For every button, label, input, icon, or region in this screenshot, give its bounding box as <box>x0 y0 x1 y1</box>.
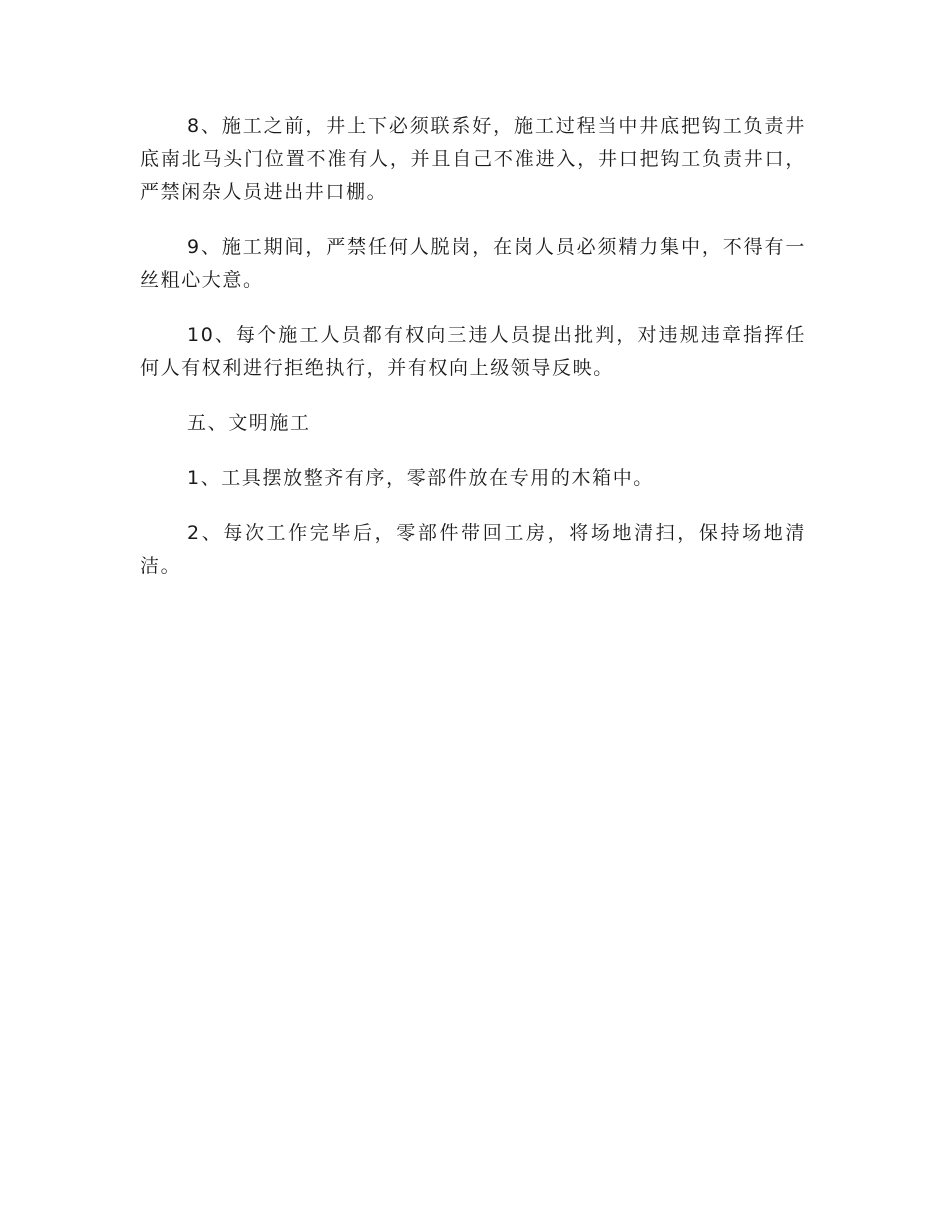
paragraph-item-8: 8、施工之前，井上下必须联系好，施工过程当中井底把钩工负责井底南北马头门位置不准有人，并且自己不准进入，井口把钩工负责井口，严禁闲杂人员进出井口棚。 <box>140 115 806 203</box>
paragraph-item-10: 10、每个施工人员都有权向三违人员提出批判，对违规违章指挥任何人有权利进行拒绝执行，并有权向上级领导反映。 <box>140 324 806 379</box>
document-body <box>140 110 806 605</box>
paragraph-item-2: 2、每次工作完毕后，零部件带回工房，将场地清扫，保持场地清洁。 <box>140 522 806 577</box>
section-heading-civilized-construction: 五、文明施工 <box>187 412 311 434</box>
paragraph-item-9: 9、施工期间，严禁任何人脱岗，在岗人员必须精力集中，不得有一丝粗心大意。 <box>140 236 806 291</box>
paragraph-item-1: 1、工具摆放整齐有序，零部件放在专用的木箱中。 <box>187 467 654 489</box>
